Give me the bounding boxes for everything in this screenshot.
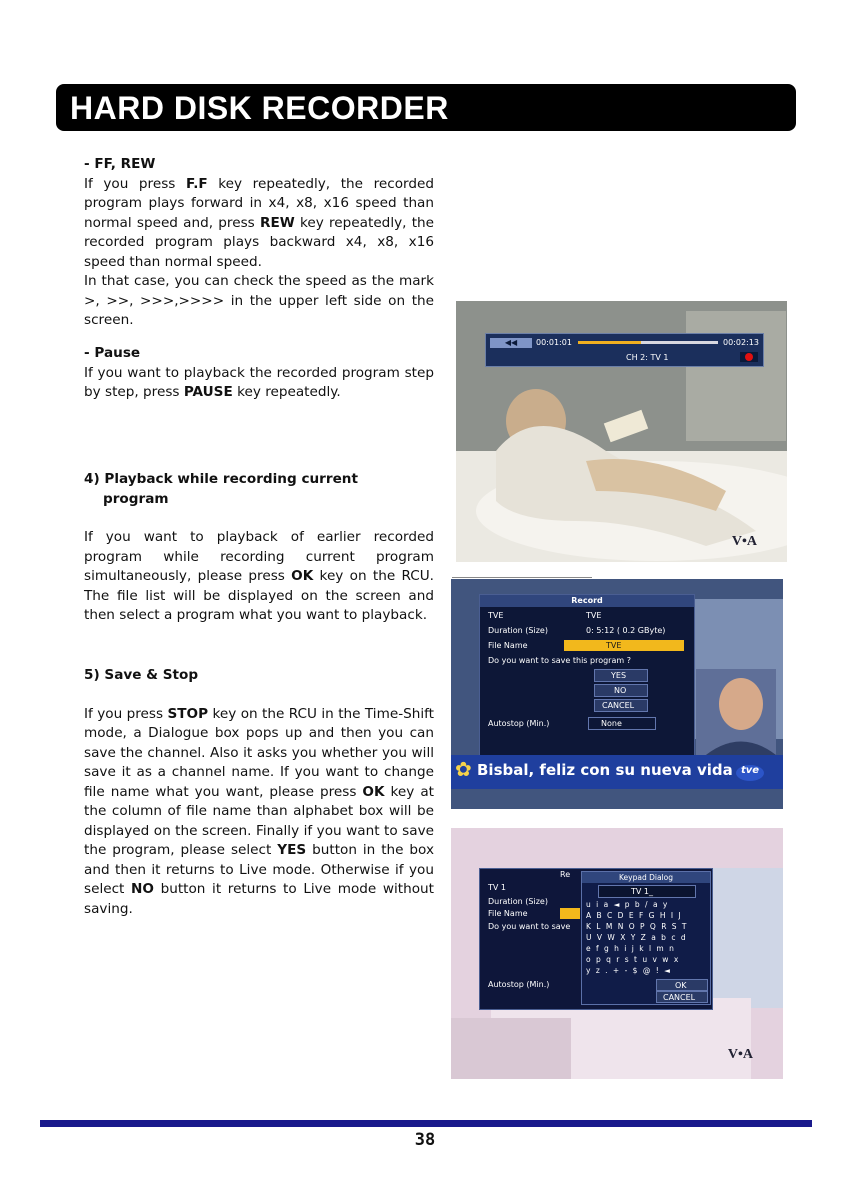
- news-ticker: [451, 755, 783, 789]
- duration-label: Duration (Size): [488, 897, 548, 906]
- paragraph-savestop: If you press STOP key on the RCU in the Time-Shift mode, a Dialogue box pops up and then you can save the channel. Also it asks you whether you will save it as a channel name. If you want to change file name what you want, please press OK key at the column of file name than alphabet box will be displayed on the screen. Finally if you want to save the program, please select YES button in the box and then it returns to Live mode. Otherwise if you select NO button it returns to Live mode without saving.: [84, 705, 434, 917]
- keypad-row[interactable]: o p q r s t u v w x: [586, 955, 680, 964]
- text-ffrew: [84, 155, 434, 331]
- heading-ffrew: - FF, REW: [84, 156, 156, 172]
- screenshot-timeshift-playback: [456, 301, 787, 562]
- record-dialog-title-partial: Re: [560, 870, 571, 879]
- keypad-row[interactable]: y z . + - $ @ ! ◄: [586, 966, 672, 975]
- duration-label: Duration (Size): [488, 626, 548, 635]
- heading-savestop: 5) Save & Stop: [84, 667, 199, 683]
- keypad-input[interactable]: TV 1_: [598, 885, 696, 898]
- paragraph-ffrew: If you press F.F key repeatedly, the recorded program plays forward in x4, x8, x16 speed than normal speed and, press REW key repeatedly, the recorded program plays backward x4, x8, x16 speed than normal speed.: [84, 175, 435, 270]
- row1-label: TV 1: [488, 883, 506, 892]
- keypad-cancel-button[interactable]: CANCEL: [656, 991, 708, 1003]
- autostop-select[interactable]: None: [588, 717, 656, 730]
- keypad-row[interactable]: U V W X Y Z a b c d: [586, 933, 688, 942]
- record-dialog: [479, 594, 695, 764]
- autostop-label: Autostop (Min.): [488, 719, 550, 728]
- keypad-row[interactable]: A B C D E F G H I J: [586, 911, 683, 920]
- yes-button[interactable]: YES: [594, 669, 648, 682]
- channel-label: CH 2: TV 1: [626, 353, 669, 362]
- save-question: Do you want to save: [488, 922, 571, 931]
- flower-icon: ✿: [455, 757, 472, 781]
- footer-rule: [40, 1120, 812, 1127]
- heading-playback: 4) Playback while recording current: [84, 471, 358, 487]
- timeshift-osd: [485, 333, 764, 367]
- keypad-ok-button[interactable]: OK: [656, 979, 708, 991]
- heading-pause: - Pause: [84, 345, 141, 361]
- file-name-field[interactable]: TVE: [564, 640, 684, 651]
- text-pause: [84, 344, 434, 403]
- time-end: 00:02:13: [723, 338, 759, 347]
- no-button[interactable]: NO: [594, 684, 648, 697]
- keypad-row[interactable]: K L M N O P Q R S T: [586, 922, 689, 931]
- page-number: 38: [414, 1130, 436, 1150]
- keypad-dialog: [581, 871, 711, 1005]
- paragraph-speed-mark: In that case, you can check the speed as the mark >, >>, >>>,>>>> in the upper left side on the screen.: [84, 273, 434, 328]
- record-indicator: [740, 352, 758, 362]
- screenshot-keypad-dialog: [451, 828, 783, 1079]
- file-name-field[interactable]: [560, 908, 580, 919]
- save-question: Do you want to save this program ?: [488, 656, 631, 665]
- keypad-row[interactable]: e f g h i j k l m n: [586, 944, 676, 953]
- ticker-text: Bisbal, feliz con su nueva vida: [477, 761, 733, 779]
- file-name-label: File Name: [488, 909, 528, 918]
- autostop-label: Autostop (Min.): [488, 980, 550, 989]
- section-header-bar: [56, 84, 796, 131]
- rewind-icon: ◀◀: [490, 338, 532, 348]
- keypad-title: Keypad Dialog: [582, 872, 710, 883]
- screenshot-record-dialog: [451, 579, 783, 809]
- tve-logo: tve: [736, 765, 764, 781]
- paragraph-pause: If you want to playback the recorded program step by step, press PAUSE key repeatedly.: [84, 364, 434, 400]
- separator-line: [452, 577, 592, 578]
- voa-watermark: V•A: [727, 1047, 753, 1062]
- progress-fill: [578, 341, 641, 344]
- voa-watermark: V•A: [731, 534, 757, 549]
- paragraph-playback: If you want to playback of earlier recorded program while recording current program simultaneously, please press OK key on the RCU. The file list will be displayed on the screen and then select a program what you want to playback.: [84, 529, 435, 623]
- row1-value: TVE: [586, 611, 602, 620]
- text-savestop: [84, 666, 434, 919]
- progress-track: [578, 341, 718, 344]
- section-title: HARD DISK RECORDER: [70, 90, 449, 126]
- time-start: 00:01:01: [536, 338, 572, 347]
- record-dot-icon: [745, 353, 753, 361]
- keypad-row[interactable]: u i a ◄ p b / a y: [586, 900, 669, 909]
- row1-label: TVE: [488, 611, 504, 620]
- text-playback: [84, 470, 434, 626]
- duration-value: 0: 5:12 ( 0.2 GByte): [586, 626, 666, 635]
- heading-playback-line2: program: [103, 490, 169, 507]
- file-name-label: File Name: [488, 641, 528, 650]
- cancel-button[interactable]: CANCEL: [594, 699, 648, 712]
- record-dialog-title: Record: [480, 595, 694, 607]
- keypad-grid[interactable]: [586, 899, 706, 976]
